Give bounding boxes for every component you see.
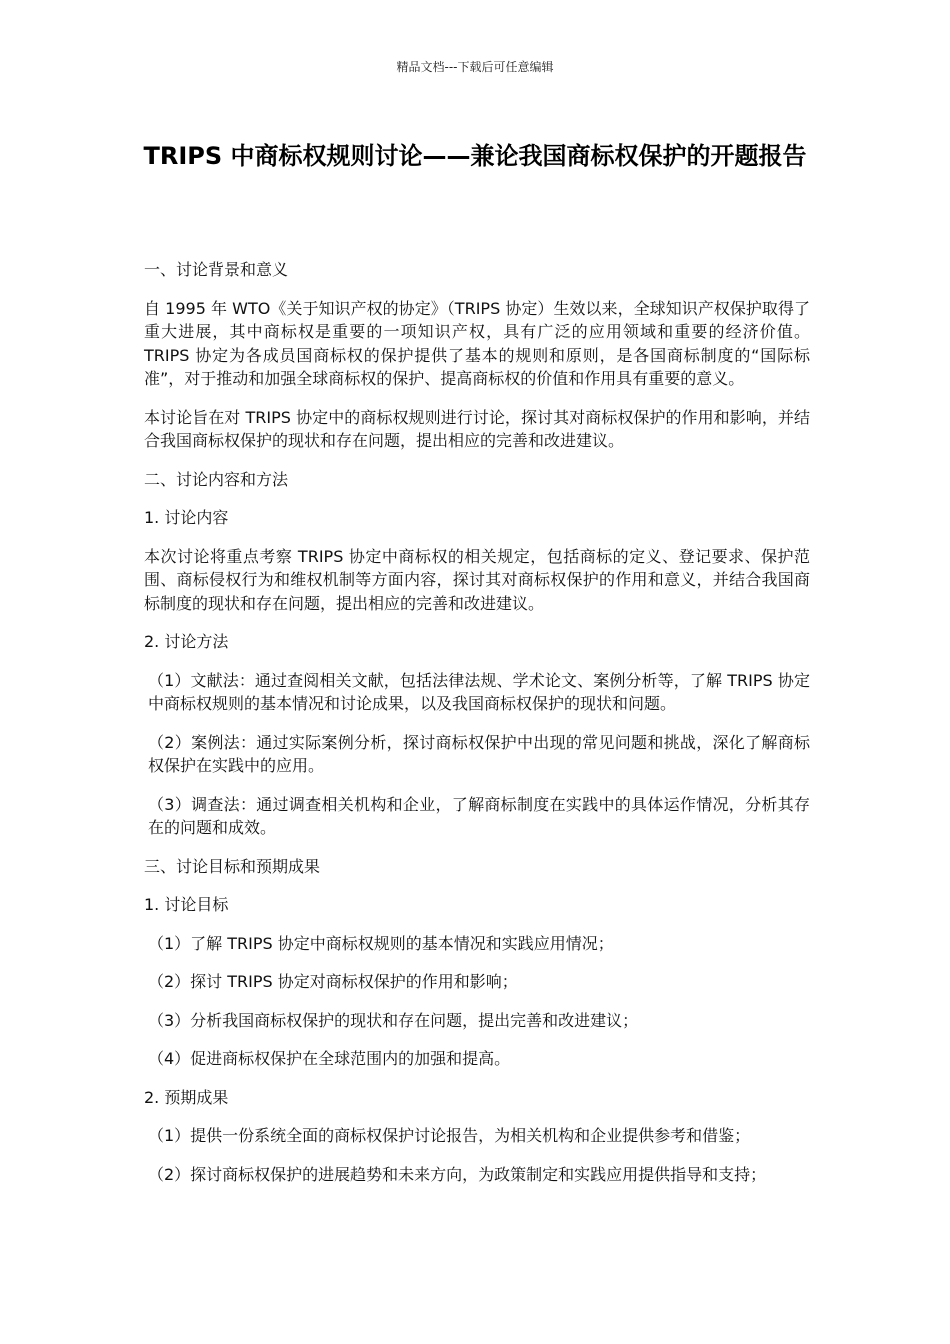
list-item: （2）案例法：通过实际案例分析，探讨商标权保护中出现的常见问题和挑战，深化了解商标权保护在实践中的应用。: [148, 732, 810, 775]
section-heading: 二、讨论内容和方法: [144, 469, 289, 489]
list-item: （2）探讨 TRIPS 协定对商标权保护的作用和影响；: [148, 972, 518, 991]
paragraph: 本次讨论将重点考察 TRIPS 协定中商标权的相关规定，包括商标的定义、登记要求、保护范围、商标侵权行为和维权机制等方面内容，探讨其对商标权保护的作用和意义，并结合我国商标制度的现状和存在问题，提出相应的完善和改进建议。: [144, 546, 810, 613]
subsection-heading: 1. 讨论内容: [144, 508, 229, 527]
list-item: （4）促进商标权保护在全球范围内的加强和提高。: [148, 1049, 511, 1068]
paragraph: 本讨论旨在对 TRIPS 协定中的商标权规则进行讨论，探讨其对商标权保护的作用和影响，并结合我国商标权保护的现状和存在问题，提出相应的完善和改进建议。: [144, 407, 810, 450]
document-title: TRIPS 中商标权规则讨论——兼论我国商标权保护的开题报告: [143, 142, 807, 170]
list-item: （2）探讨商标权保护的进展趋势和未来方向，为政策制定和实践应用提供指导和支持；: [148, 1164, 767, 1184]
subsection-heading: 2. 预期成果: [144, 1087, 229, 1107]
list-item: （3）调查法：通过调查相关机构和企业，了解商标制度在实践中的具体运作情况，分析其存在的问题和成效。: [148, 794, 810, 837]
section-heading: 三、讨论目标和预期成果: [144, 856, 321, 876]
subsection-heading: 1. 讨论目标: [144, 895, 229, 914]
list-item: （1）文献法：通过查阅相关文献，包括法律法规、学术论文、案例分析等，了解 TRIPS 协定中商标权规则的基本情况和讨论成果，以及我国商标权保护的现状和问题。: [148, 670, 810, 713]
paragraph: 自 1995 年 WTO《关于知识产权的协定》（TRIPS 协定）生效以来，全球知识产权保护取得了重大进展，其中商标权是重要的一项知识产权，具有广泛的应用领域和重要的经济价值。TRIPS 协定为各成员国商标权的保护提供了基本的规则和原则，是各国商标制度的“国际标准”，对于推动和加强全球商标权的保护、提高商标权的价值和作用具有重要的意义。: [144, 298, 810, 388]
document-body: [144, 258, 810, 1201]
list-item: （1）提供一份系统全面的商标权保护讨论报告，为相关机构和企业提供参考和借鉴；: [148, 1126, 751, 1145]
section-heading: 一、讨论背景和意义: [144, 260, 289, 279]
subsection-heading: 2. 讨论方法: [144, 632, 229, 651]
page-header-note: 精品文档---下载后可任意编辑: [396, 60, 554, 74]
list-item: （1）了解 TRIPS 协定中商标权规则的基本情况和实践应用情况；: [148, 933, 614, 953]
list-item: （3）分析我国商标权保护的现状和存在问题，提出完善和改进建议；: [148, 1010, 639, 1030]
